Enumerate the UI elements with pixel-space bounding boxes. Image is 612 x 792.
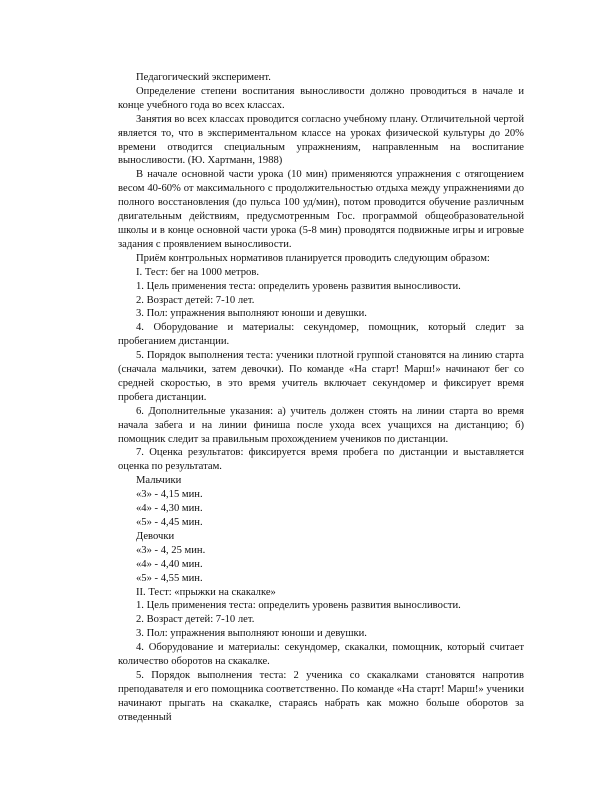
- list-item: 5. Порядок выполнения теста: ученики плотной группой становятся на линию старта (сначала мальчики, затем девочки). По команде «На старт! Марш!» начинают бег со средней скоростью, в это время учитель включает секундомер и фиксирует время пробега дистанции.: [118, 350, 524, 403]
- list-item: 6. Дополнительные указания: а) учитель должен стоять на линии старта во время начала забега и на линии финиша после ухода всех учащихся на дистанцию; б) помощник следит за правильным прохождением учеников по дистанции.: [118, 405, 524, 445]
- grade-line: «3» - 4, 25 мин.: [136, 544, 206, 556]
- document-body: [118, 71, 524, 725]
- test-heading: I. Тест: бег на 1000 метров.: [136, 266, 259, 278]
- list-item: 3. Пол: упражнения выполняют юноши и девушки.: [136, 628, 367, 640]
- group-label-boys: Мальчики: [136, 475, 182, 487]
- list-item: 1. Цель применения теста: определить уровень развития выносливости.: [136, 280, 461, 292]
- group-label-girls: Девочки: [136, 530, 175, 542]
- list-item: 1. Цель применения теста: определить уровень развития выносливости.: [136, 600, 461, 612]
- paragraph: Приём контрольных нормативов планируется проводить следующим образом:: [136, 252, 490, 264]
- list-item: 4. Оборудование и материалы: секундомер, скакалки, помощник, который считает количество оборотов на скакалке.: [118, 642, 524, 668]
- grade-line: «5» - 4,45 мин.: [136, 517, 203, 528]
- paragraph: В начале основной части урока (10 мин) применяются упражнения с отягощением весом 40-60% от максимального с продолжительностью отдыха между упражнениями до полного восстановления (до пульса 100 уд/мин), потом проводится обучение различным двигательным действиям, предусмотренным Гос. программой общеобразовательной школы и в конце основной части урока (5-8 мин) проводятся подвижные игры и игровые задания с проявлением выносливости.: [118, 169, 524, 250]
- grade-line: «5» - 4,55 мин.: [136, 572, 203, 584]
- grade-line: «4» - 4,30 мин.: [136, 503, 203, 515]
- paragraph: Занятия во всех классах проводится согласно учебному плану. Отличительной чертой является то, что в экспериментальном классе на уроках физической культуры до 20% времени отводится специальным упражнениям, направленным на воспитание выносливости. (Ю. Хартманн, 1988): [118, 113, 524, 167]
- list-item: 5. Порядок выполнения теста: 2 ученика со скакалками становятся напротив преподавателя и его помощника соответственно. По команде «На старт! Марш!» ученики начинают прыгать на скакалке, стараясь набрать как можно больше оборотов за отведенный: [118, 669, 524, 723]
- grade-line: «4» - 4,40 мин.: [136, 558, 203, 570]
- test-heading: II. Тест: «прыжки на скакалке»: [136, 586, 276, 598]
- section-heading: Педагогический эксперимент.: [136, 72, 271, 83]
- list-item: 3. Пол: упражнения выполняют юноши и девушки.: [136, 308, 367, 320]
- list-item: 4. Оборудование и материалы: секундомер, помощник, который следит за пробеганием дистанции.: [118, 322, 524, 348]
- paragraph: Определение степени воспитания выносливости должно проводиться в начале и конце учебного года во всех классах.: [118, 85, 524, 111]
- list-item: 2. Возраст детей: 7-10 лет.: [136, 614, 255, 626]
- list-item: 7. Оценка результатов: фиксируется время пробега по дистанции и выставляется оценка по результатам.: [118, 447, 524, 473]
- list-item: 2. Возраст детей: 7-10 лет.: [136, 294, 255, 306]
- grade-line: «3» - 4,15 мин.: [136, 489, 203, 501]
